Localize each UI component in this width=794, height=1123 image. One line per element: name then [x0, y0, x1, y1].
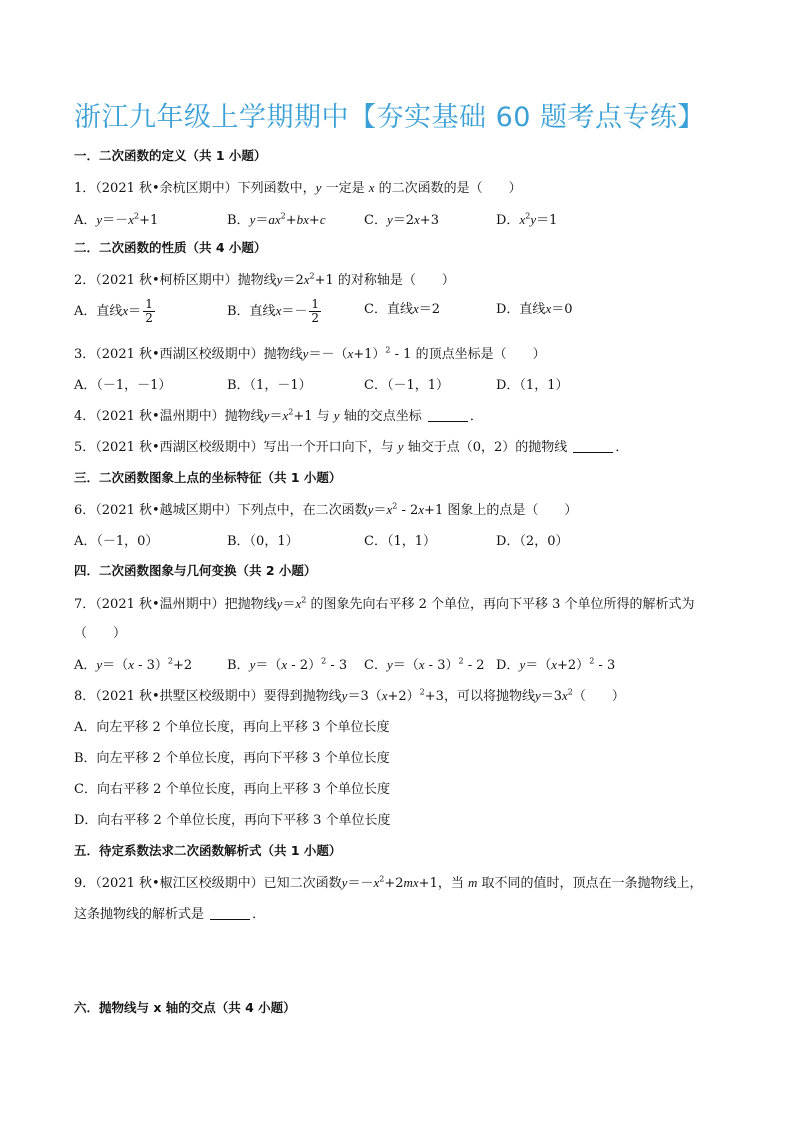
- question-5: 5．（2021 秋•西湖区校级期中）写出一个开口向下，与 y 轴交于点（0，2）的抛物线 ．: [74, 439, 629, 455]
- option-a: A．向左平移 2 个单位长度，再向上平移 3 个单位长度: [74, 720, 390, 735]
- question-2: 2．（2021 秋•柯桥区期中）抛物线$y=2x^2+1$ 的对称轴是（ ）: [74, 271, 455, 288]
- question-9-line-2: 这条抛物线的解析式是 ．: [74, 907, 266, 922]
- section-heading: 四．二次函数图象与几何变换（共 2 小题）: [74, 563, 317, 578]
- answer-blank: [428, 409, 468, 422]
- question-9: 9．（2021 秋•椒江区校级期中）已知二次函数$y=-x^2+2mx+1$，当 m 取不同的值时，顶点在一条抛物线上，: [74, 874, 703, 891]
- question-1-options: [74, 209, 734, 229]
- option-d: D．直线x＝0: [496, 301, 573, 317]
- question-3-options: [74, 374, 734, 394]
- question-6-options: [74, 530, 734, 550]
- question-6: 6．（2021 秋•越城区期中）下列点中，在二次函数$y=x^2 - 2x+1$ 图象上的点是（ ）: [74, 501, 578, 518]
- answer-blank: [210, 907, 250, 920]
- option-b: B．（1，－1）: [227, 378, 312, 393]
- section-heading: 三．二次函数图象上点的坐标特征（共 1 小题）: [74, 470, 342, 485]
- question-4: 4．（2021 秋•温州期中）抛物线$y=x^2+1$ 与 y 轴的交点坐标 ．: [74, 407, 483, 424]
- section-heading: 六．抛物线与 x 轴的交点（共 4 小题）: [74, 1000, 296, 1015]
- option-c: C．直线x＝2: [364, 301, 441, 317]
- question-1: 1．（2021 秋•余杭区期中）下列函数中，y 一定是 x 的二次函数的是（ ）: [74, 180, 522, 196]
- answer-blank: [573, 440, 613, 453]
- option-c: C．向右平移 2 个单位长度，再向上平移 3 个单位长度: [74, 782, 391, 797]
- option-a: A．（－1，0）: [74, 534, 159, 549]
- option-a: A．$y=-x^2+1$: [74, 211, 159, 228]
- question-3: 3．（2021 秋•西湖区校级期中）抛物线$y=-(x+1)^2 - 1$ 的顶点坐标是（ ）: [74, 345, 546, 362]
- option-d: D．向右平移 2 个单位长度，再向下平移 3 个单位长度: [74, 813, 391, 828]
- section-heading: 五．待定系数法求二次函数解析式（共 1 小题）: [74, 843, 342, 858]
- option-d: D．（1，1）: [496, 378, 569, 393]
- option-b: B．$y=ax^2+bx+c$: [227, 211, 326, 228]
- question-7: 7．（2021 秋•温州期中）把抛物线$y=x^2$ 的图象先向右平移 2 个单位，再向下平移 3 个单位所得的解析式为: [74, 595, 695, 612]
- option-b: B．y＝（x - 2）$^2$ - 3: [227, 656, 348, 673]
- question-7-options: [74, 654, 734, 674]
- question-7-line-2: （ ）: [74, 626, 127, 641]
- option-c: C．（－1，1）: [364, 378, 449, 393]
- option-b: B．直线x＝－ $\frac{1}{2}$: [227, 297, 319, 326]
- option-d: D．$y=(x+2)^2 - 3$: [496, 656, 616, 673]
- option-c: C．（1，1）: [364, 534, 436, 549]
- option-a: A．（－1，－1）: [74, 378, 172, 393]
- option-d: D．（2，0）: [496, 534, 569, 549]
- page-title: 浙江九年级上学期期中【夯实基础 60 题考点专练】: [74, 102, 706, 133]
- section-heading: 二．二次函数的性质（共 4 小题）: [74, 240, 267, 255]
- question-8: 8．（2021 秋•拱墅区校级期中）要得到抛物线$y=3(x+2)^2+3$，可以将抛物线$y=3x^2$（ ）: [74, 687, 625, 704]
- option-a: A．y＝（x - 3）$^2$+2: [74, 656, 193, 673]
- option-d: D．$x^2y=1$: [496, 211, 558, 228]
- option-b: B．向左平移 2 个单位长度，再向下平移 3 个单位长度: [74, 751, 390, 766]
- option-b: B．（0，1）: [227, 534, 299, 549]
- section-heading: 一．二次函数的定义（共 1 小题）: [74, 148, 267, 163]
- option-c: C．y＝2x+3: [364, 212, 439, 228]
- question-2-options: [74, 298, 734, 332]
- option-a: A．直线x＝ $\frac{1}{2}$: [74, 297, 153, 326]
- option-c: C．y＝（x - 3）$^2$ - 2: [364, 656, 485, 673]
